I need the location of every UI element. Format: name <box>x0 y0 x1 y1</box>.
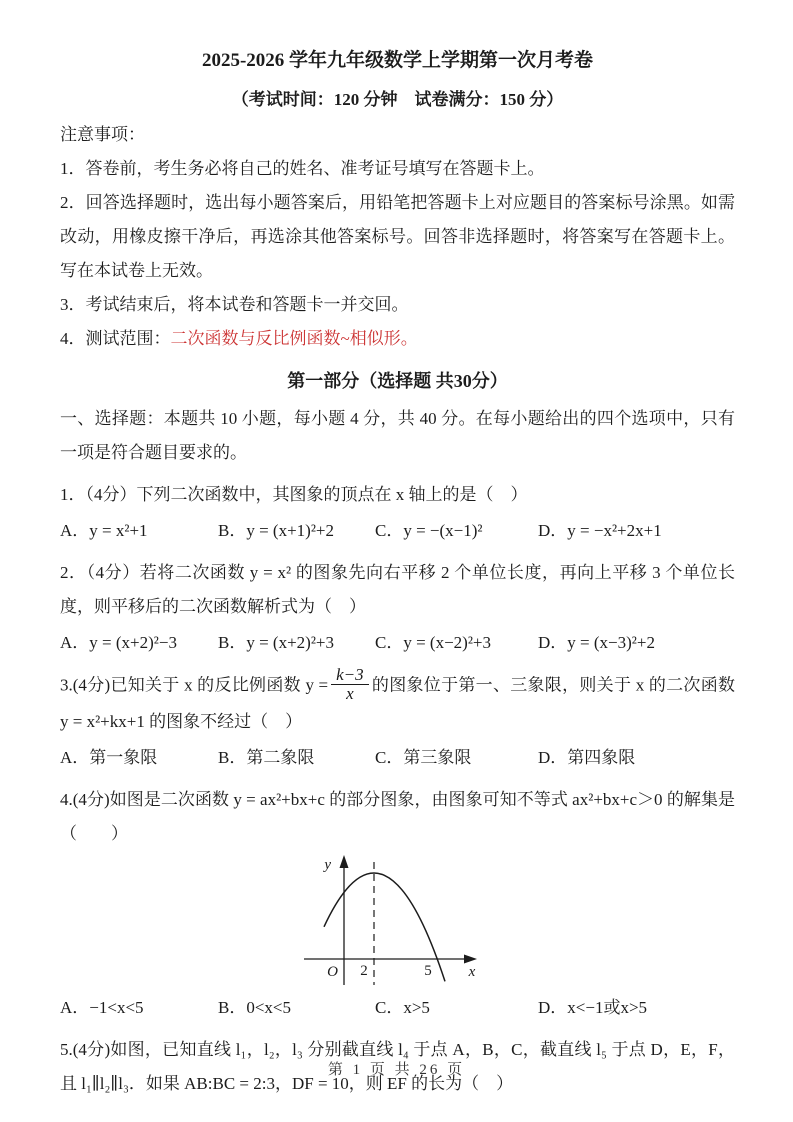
origin-label: O <box>327 964 338 980</box>
q3-option-d: D．第四象限 <box>538 748 636 767</box>
question-1-options <box>60 514 735 548</box>
question-1-text: 1．（4分）下列二次函数中，其图象的顶点在 x 轴上的是（ ） <box>60 485 528 504</box>
q4-parabola-figure <box>300 855 490 989</box>
section-intro: 一、选择题：本题共 10 小题，每小题 4 分，共 40 分。在每小题给出的四个选项中，只有一项是符合题目要求的。 <box>60 409 735 462</box>
question-2-text: 2．（4分）若将二次函数 y = x² 的图象先向右平移 2 个单位长度，再向上平移 3 个单位长度，则平移后的二次函数解析式为（ ） <box>60 563 735 616</box>
fraction <box>331 666 369 703</box>
section-header: 第一部分（选择题 共30分） <box>287 371 508 391</box>
question-3-text <box>60 665 735 739</box>
x-axis-arrow <box>464 955 477 964</box>
fraction-denominator: x <box>346 684 354 703</box>
notice-item-2: 2．回答选择题时，选出每小题答案后，用铅笔把答题卡上对应题目的答案标号涂黑。如需改动，用橡皮擦干净后，再选涂其他答案标号。回答非选择题时，将答案写在答题卡上。写在本试卷上无效。 <box>60 193 735 280</box>
question-4-options <box>60 991 735 1025</box>
page-subtitle: （考试时间：120 分钟 试卷满分：150 分） <box>231 90 564 109</box>
q2-option-b: B．y = (x+2)²+3 <box>218 633 335 652</box>
x-tick-2: 2 <box>360 963 368 979</box>
q4-option-b: B．0<x<5 <box>218 998 292 1017</box>
q1-option-c: C．y = −(x−1)² <box>375 521 483 540</box>
x-axis-label: x <box>468 964 476 980</box>
notice-heading: 注意事项： <box>60 125 145 144</box>
parabola-graph <box>300 855 490 989</box>
y-axis-label: y <box>324 857 331 873</box>
q3-text-before: 3.(4分)已知关于 x 的反比例函数 y = <box>60 675 329 695</box>
notice-item-4 <box>60 322 735 356</box>
q3-option-c: C．第三象限 <box>375 748 472 767</box>
q1-option-b: B．y = (x+1)²+2 <box>218 521 335 540</box>
q2-option-c: C．y = (x−2)²+3 <box>375 633 492 652</box>
question-5-text: 5.(4分)如图，已知直线 l₁，l₂，l₃ 分别截直线 l₄ 于点 A，B，C，截直线 l₅ 于点 D，E，F，且 l₁∥l₂∥l₃．如果 AB:BC = 2:3，DF = 10，则 EF 的长为（ ） <box>60 1040 735 1093</box>
test-scope-highlight: 二次函数与反比例函数~相似形。 <box>170 329 418 348</box>
q1-option-a: A．y = x²+1 <box>60 521 148 540</box>
question-2-options <box>60 626 735 660</box>
notice-item-3: 3．考试结束后，将本试卷和答题卡一并交回。 <box>60 295 409 314</box>
q4-option-d: D．x<−1或x>5 <box>538 998 648 1017</box>
page-footer: 第 1 页 共 26 页 <box>327 1062 466 1078</box>
q4-option-a: A．−1<x<5 <box>60 998 144 1017</box>
fraction-numerator: k−3 <box>331 666 369 685</box>
x-tick-5: 5 <box>424 963 432 979</box>
q3-text-after: 的图象位于第一、三象限，则关于 x 的二次函数 y = x²+kx+1 的图象不经过（ ） <box>60 675 735 731</box>
q2-option-a: A．y = (x+2)²−3 <box>60 633 177 652</box>
notice-item-4-label: 4．测试范围： <box>60 329 171 348</box>
y-axis-arrow <box>340 855 349 868</box>
notice-item-1: 1．答卷前，考生务必将自己的姓名、准考证号填写在答题卡上。 <box>60 159 545 178</box>
q2-option-d: D．y = (x−3)²+2 <box>538 633 655 652</box>
page-title: 2025-2026 学年九年级数学上学期第一次月考卷 <box>201 50 594 71</box>
q3-option-a: A．第一象限 <box>60 748 158 767</box>
question-4-text: 4.(4分)如图是二次函数 y = ax²+bx+c 的部分图象，由图象可知不等式 ax²+bx+c＞0 的解集是（ ） <box>60 790 735 843</box>
q1-option-d: D．y = −x²+2x+1 <box>538 521 662 540</box>
q4-option-c: C．x>5 <box>375 998 430 1017</box>
q3-option-b: B．第二象限 <box>218 748 315 767</box>
question-3-options <box>60 741 735 775</box>
